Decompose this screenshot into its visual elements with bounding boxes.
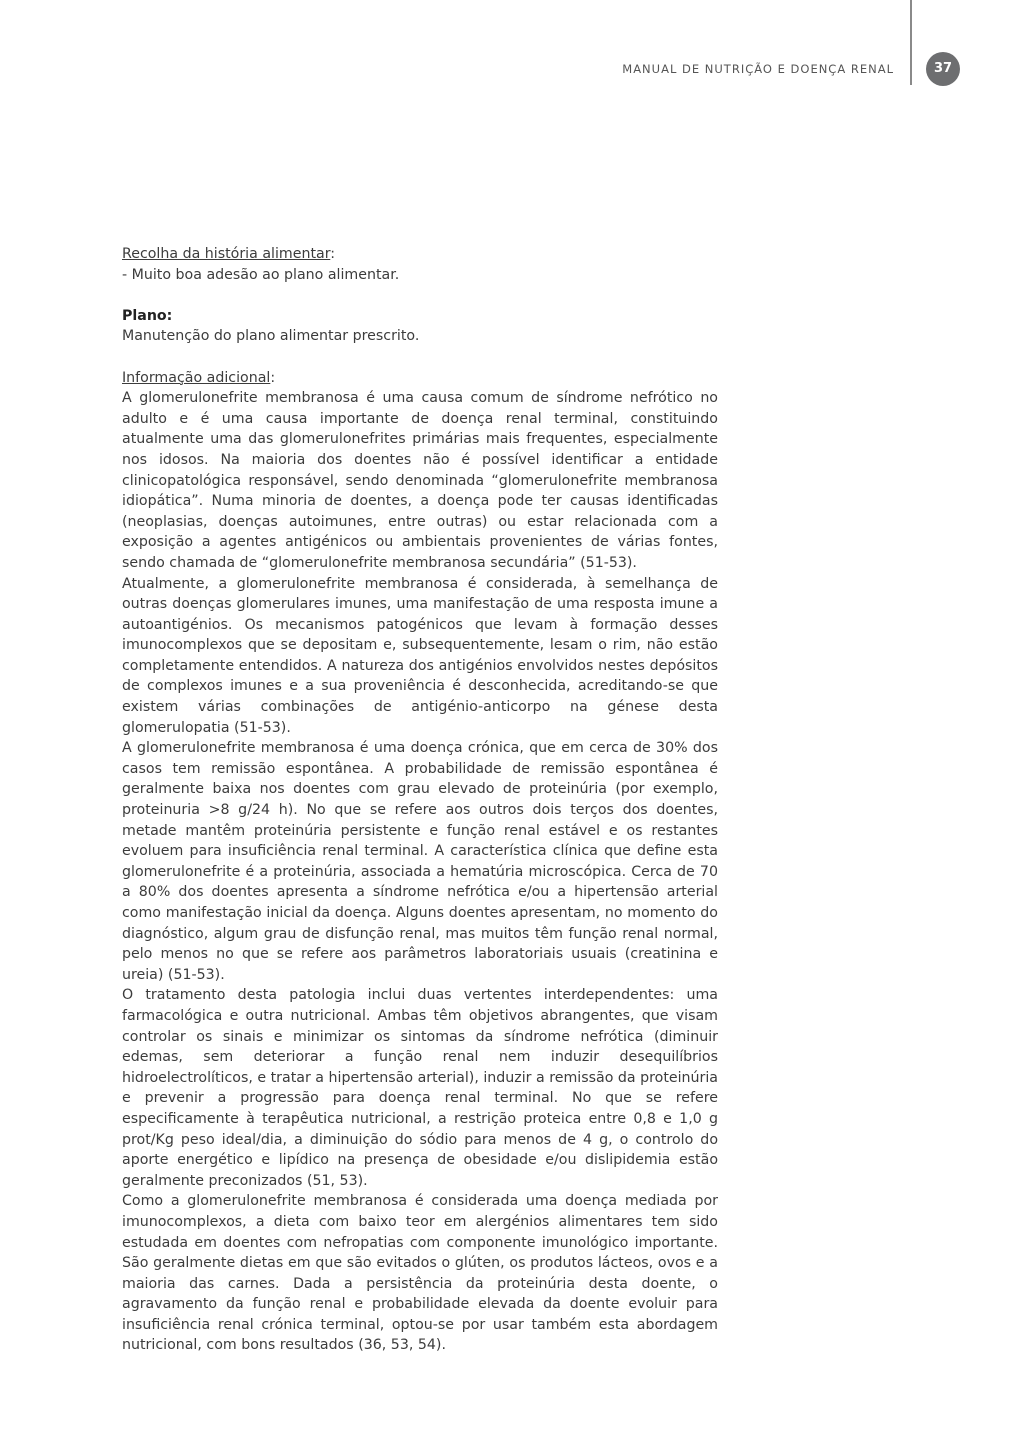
plan-heading	[122, 306, 718, 327]
plan-text: Manutenção do plano alimentar prescrito.	[122, 328, 420, 345]
history-heading: Recolha da história alimentar:	[122, 246, 336, 262]
history-text: - Muito boa adesão ao plano alimentar.	[122, 266, 400, 283]
additional-heading: Informação adicional:	[122, 369, 276, 386]
paragraph-3: A glomerulonefrite membranosa é uma doença crónica, que em cerca de 30% dos casos tem remissão espontânea. A probabilidade de remissão espontânea é geralmente baixa nos doentes com grau elevado de proteinúria (por exemplo, proteinuria >8 g/24 h). No que se refere aos outros dois terços dos doentes, metade mantêm proteinúria persistente e função renal estável e os restantes evoluem para insuficiência renal terminal. A característica clínica que define esta glomerulonefrite é a proteinúria, associada a hematúria microscópica. Cerca de 70 a 80% dos doentes apresenta a síndrome nefrótica e/ou a hipertensão arterial como manifestação inicial da doença. Alguns doentes apresentam, no momento do diagnóstico, algum grau de disfunção renal, mas muitos têm função renal normal, pelo menos no que se refere aos parâmetros laboratoriais usuais (creatinina e ureia) (51-53).	[122, 740, 718, 983]
history-label: Recolha da história alimentar	[122, 246, 331, 262]
additional-label: Informação adicional	[122, 369, 271, 386]
paragraph-2: Atualmente, a glomerulonefrite membranosa é considerada, à semelhança de outras doenças glomerulares imunes, uma manifestação de uma resposta imune a autoantigénios. Os mecanismos patogénicos que levam à formação desses imunocomplexos que se depositam e, subsequentemente, lesam o rim, não estão completamente entendidos. A natureza dos antigénios envolvidos nestes depósitos de complexos imunes e a sua proveniência é desconhecida, acreditando-se que existem várias combinações de antigénio-anticorpo na génese desta glomerulopatia (51-53).	[122, 575, 718, 736]
paragraph-5: Como a glomerulonefrite membranosa é considerada uma doença mediada por imunocomplexos, a dieta com baixo teor em alergénios alimentares tem sido estudada em doentes com nefropatias com componente imunológico importante. São geralmente dietas em que são evitados o glúten, os produtos lácteos, ovos e a maioria das carnes. Dada a persistência da proteinúria desta doente, o agravamento da função renal e probabilidade elevada da doente evoluir para insuficiência renal crónica terminal, optou-se por usar também esta abordagem nutricional, com bons resultados (36, 53, 54).	[122, 1193, 718, 1354]
history-section	[122, 244, 718, 285]
page-number-badge: 37	[926, 52, 960, 86]
header-divider	[910, 0, 912, 85]
plan-section	[122, 306, 718, 347]
paragraph-1: A glomerulonefrite membranosa é uma causa comum de síndrome nefrótico no adulto e é uma causa importante de doença renal terminal, constituindo atualmente uma das glomerulonefrites primárias mais frequentes, especialmente nos idosos. Na maioria dos doentes não é possível identificar a entidade clinicopatológica responsável, sendo denominada “glomerulonefrite membranosa idiopática”. Numa minoria de doentes, a doença pode ter causas identificadas (neoplasias, doenças autoimunes, entre outras) ou estar relacionada com a exposição a agentes antigénicos ou ambientais provenientes de várias fontes, sendo chamada de “glomerulonefrite membranosa secundária” (51-53).	[122, 390, 718, 571]
plan-label: Plano:	[122, 307, 173, 324]
running-title: MANUAL DE NUTRIÇÃO E DOENÇA RENAL	[622, 62, 894, 76]
paragraph-4: O tratamento desta patologia inclui duas vertentes interdependentes: uma farmacológica e outra nutricional. Ambas têm objetivos abrangentes, que visam controlar os sinais e minimizar os sintomas da síndrome nefrótica (diminuir edemas, sem deteriorar a função renal nem induzir desequilíbrios hidroelectrolíticos, e tratar a hipertensão arterial), induzir a remissão da proteinúria e prevenir a progressão para doença renal terminal. No que se refere especificamente à terapêutica nutricional, a restrição proteica entre 0,8 e 1,0 g prot/Kg peso ideal/dia, a diminuição do sódio para menos de 4 g, o controlo do aporte energético e lipídico na presença de obesidade e/ou dislipidemia estão geralmente preconizados (51, 53).	[122, 987, 719, 1189]
additional-section	[122, 368, 718, 1357]
page-body	[122, 244, 718, 1356]
